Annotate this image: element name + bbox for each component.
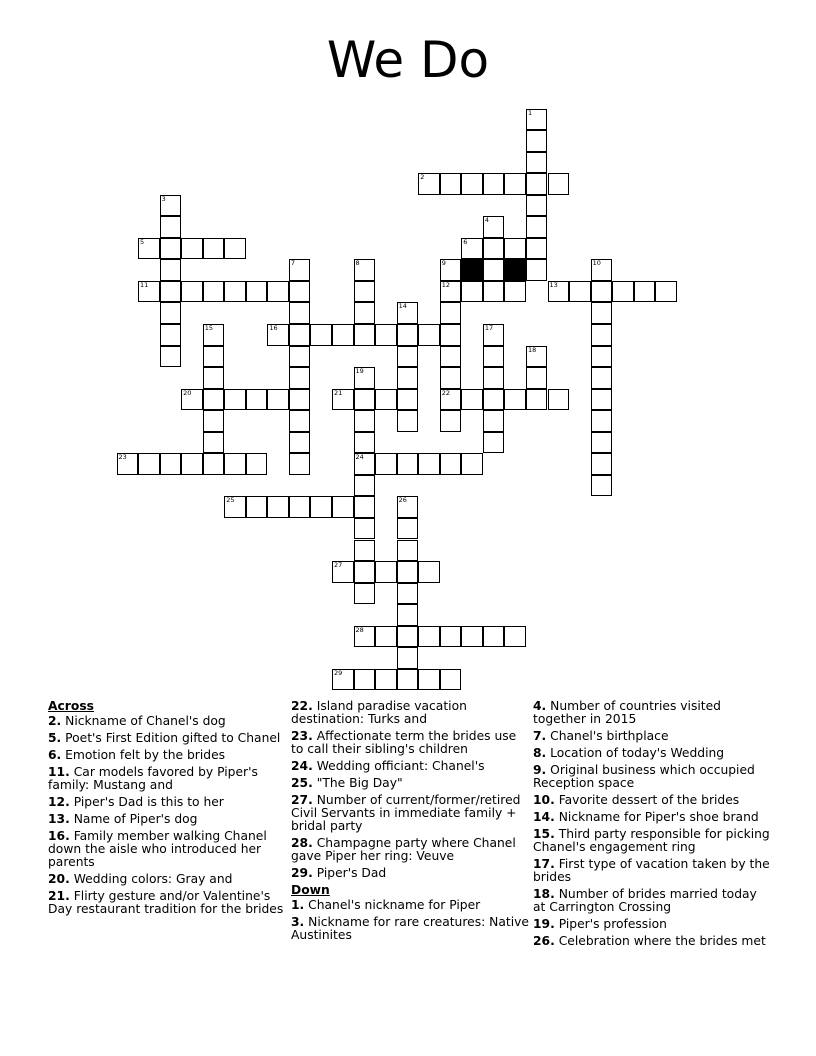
grid-cell[interactable] [289,346,311,368]
cell-number: 5 [140,237,145,246]
grid-cell[interactable] [397,583,419,605]
grid-cell[interactable] [289,496,311,518]
clue-number: 23. [291,729,313,743]
grid-cell[interactable] [483,259,505,281]
cell-number: 12 [441,280,451,289]
down-clue [533,747,773,760]
grid-cell[interactable] [160,259,182,281]
clue-number: 29. [291,866,313,880]
grid-cell[interactable] [526,259,548,281]
cell-number: 22 [441,388,451,397]
grid-cell[interactable] [591,324,613,346]
across-clue [48,813,288,826]
grid-cell[interactable] [289,453,311,475]
grid-cell[interactable] [397,540,419,562]
across-clue [48,766,288,792]
grid-cell[interactable] [181,389,203,411]
down-heading: Down [291,883,330,897]
grid-cell[interactable] [354,540,376,562]
grid-cell[interactable] [548,389,570,411]
grid-cell[interactable] [397,496,419,518]
clue-number: 13. [48,812,70,826]
cell-number: 24 [355,453,364,462]
clue-text: Favorite dessert of the brides [554,793,740,807]
cell-number: 18 [527,345,537,354]
across-clue [48,830,288,869]
grid-cell[interactable] [461,453,483,475]
cell-number: 20 [183,388,192,397]
grid-cell[interactable] [526,238,548,260]
clue-number: 3. [291,915,305,929]
clue-text: Emotion felt by the brides [61,748,226,762]
cell-number: 28 [355,625,364,634]
clue-text: Piper's Dad is this to her [69,795,224,809]
grid-cell[interactable] [634,281,656,303]
grid-cell[interactable] [461,281,483,303]
grid-cell[interactable] [483,410,505,432]
grid-cell[interactable] [397,518,419,540]
clue-number: 10. [533,793,555,807]
clue-text: Name of Piper's dog [69,812,198,826]
grid-cell[interactable] [289,302,311,324]
grid-cell[interactable] [440,367,462,389]
cell-number: 15 [204,324,213,332]
clue-number: 8. [533,746,547,760]
grid-cell[interactable] [246,496,268,518]
cell-number: 21 [334,388,343,397]
grid-cell[interactable] [397,389,419,411]
grid-cell[interactable] [267,324,289,346]
grid-cell[interactable] [246,389,268,411]
clue-text: Number of brides married today at Carrington Crossing [533,887,757,914]
cell-number: 13 [549,280,558,289]
grid-cell[interactable] [138,453,160,475]
grid-cell[interactable] [440,173,462,195]
clue-number: 18. [533,887,555,901]
clue-text: Flirty gesture and/or Valentine's Day restaurant tradition for the brides [48,889,284,916]
grid-cell[interactable] [354,561,376,583]
down-clue [291,916,531,942]
grid-cell[interactable] [483,324,505,346]
grid-cell[interactable] [160,453,182,475]
grid-cell[interactable] [332,324,354,346]
grid-cell[interactable] [591,259,613,281]
across-clue [48,749,288,762]
clue-number: 22. [291,699,313,713]
clue-number: 4. [533,699,547,713]
grid-cell[interactable] [354,583,376,605]
clue-number: 19. [533,917,555,931]
grid-cell[interactable] [440,669,462,691]
grid-cell[interactable] [591,432,613,454]
clues-column-3 [533,700,773,952]
grid-cell[interactable] [483,216,505,238]
grid-cell[interactable] [203,410,225,432]
cell-number: 3 [161,194,166,203]
across-clue [48,890,288,916]
clue-text: Piper's Dad [312,866,387,880]
grid-cell[interactable] [483,389,505,411]
grid-cell[interactable] [354,453,376,475]
across-clue [48,715,288,728]
grid-cell[interactable] [246,281,268,303]
grid-cell[interactable] [483,238,505,260]
grid-cell[interactable] [504,626,526,648]
grid-cell[interactable] [526,346,548,368]
grid-cell[interactable] [397,626,419,648]
grid-cell[interactable] [203,453,225,475]
clue-number: 28. [291,836,313,850]
grid-cell[interactable] [418,324,440,346]
grid-cell[interactable] [354,496,376,518]
across-clue [291,794,531,833]
clue-text: Champagne party where Chanel gave Piper her ring: Veuve [291,836,516,863]
grid-cell[interactable] [267,281,289,303]
clue-number: 21. [48,889,70,903]
grid-cell[interactable] [354,475,376,497]
grid-cell[interactable] [397,346,419,368]
grid-cell[interactable] [354,302,376,324]
grid-cell[interactable] [354,432,376,454]
grid-cell[interactable] [332,669,354,691]
grid-cell[interactable] [440,302,462,324]
cell-number: 4 [484,216,489,225]
grid-cell[interactable] [397,367,419,389]
grid-cell[interactable] [526,367,548,389]
grid-cell[interactable] [591,410,613,432]
clues-column-2 [291,700,531,946]
cell-number: 7 [290,259,296,268]
down-clue [533,918,773,931]
clue-number: 5. [48,731,62,745]
grid-cell[interactable] [160,302,182,324]
grid-cell[interactable] [397,453,419,475]
grid-cell[interactable] [418,173,440,195]
grid-cell[interactable] [483,367,505,389]
cell-number: 27 [334,561,343,570]
grid-cell[interactable] [138,281,160,303]
grid-cell[interactable] [483,346,505,368]
across-clue [48,873,288,886]
clue-number: 17. [533,857,555,871]
clue-text: Wedding officiant: Chanel's [312,759,485,773]
grid-cell[interactable] [375,389,397,411]
clue-number: 14. [533,810,555,824]
black-cell [461,259,483,281]
grid-cell[interactable] [375,626,397,648]
grid-cell[interactable] [375,453,397,475]
page-title: We Do [326,31,490,89]
clue-number: 16. [48,829,70,843]
grid-cell[interactable] [397,647,419,669]
clue-text: Celebration where the brides met [554,934,766,948]
grid-cell[interactable] [548,173,570,195]
grid-cell[interactable] [138,238,160,260]
grid-cell[interactable] [483,432,505,454]
grid-cell[interactable] [160,346,182,368]
grid-cell[interactable] [591,281,613,303]
grid-cell[interactable] [332,561,354,583]
clue-number: 11. [48,765,70,779]
clue-number: 1. [291,898,305,912]
grid-cell[interactable] [461,173,483,195]
grid-cell[interactable] [440,626,462,648]
cell-number: 19 [355,367,364,376]
grid-cell[interactable] [526,216,548,238]
grid-cell[interactable] [203,281,225,303]
grid-cell[interactable] [612,281,634,303]
grid-cell[interactable] [332,389,354,411]
across-clue [291,700,531,726]
grid-cell[interactable] [160,195,182,217]
clue-text: Family member walking Chanel down the aisle who introduced her parents [48,829,267,869]
grid-cell[interactable] [310,324,332,346]
grid-cell[interactable] [397,669,419,691]
grid-cell[interactable] [160,281,182,303]
grid-cell[interactable] [397,604,419,626]
cell-number: 11 [140,280,149,289]
clue-text: First type of vacation taken by the brides [533,857,770,884]
cell-number: 8 [355,259,360,268]
down-clue [533,811,773,824]
grid-cell[interactable] [160,216,182,238]
grid-cell[interactable] [224,496,246,518]
grid-cell[interactable] [203,324,225,346]
across-clue [291,837,531,863]
grid-cell[interactable] [440,453,462,475]
grid-cell[interactable] [181,453,203,475]
clue-number: 26. [533,934,555,948]
grid-cell[interactable] [224,453,246,475]
clue-number: 6. [48,748,62,762]
grid-cell[interactable] [289,281,311,303]
grid-cell[interactable] [289,259,311,281]
grid-cell[interactable] [354,626,376,648]
grid-cell[interactable] [397,324,419,346]
grid-cell[interactable] [354,410,376,432]
clue-text: Location of today's Wedding [546,746,725,760]
down-clue [533,888,773,914]
across-clue [291,867,531,880]
grid-cell[interactable] [289,367,311,389]
grid-cell[interactable] [354,518,376,540]
clue-number: 15. [533,827,555,841]
clue-number: 2. [48,714,62,728]
grid-cell[interactable] [354,324,376,346]
clue-number: 7. [533,729,547,743]
down-clue [533,700,773,726]
grid-cell[interactable] [655,281,677,303]
clue-number: 12. [48,795,70,809]
down-clue [533,764,773,790]
cell-number: 2 [420,173,425,182]
grid-cell[interactable] [354,259,376,281]
grid-cell[interactable] [569,281,591,303]
grid-cell[interactable] [504,173,526,195]
grid-cell[interactable] [591,367,613,389]
across-clue [48,732,288,745]
grid-cell[interactable] [354,367,376,389]
clue-text: Nickname of Chanel's dog [61,714,226,728]
grid-cell[interactable] [591,302,613,324]
grid-cell[interactable] [591,389,613,411]
grid-cell[interactable] [461,238,483,260]
grid-cell[interactable] [504,389,526,411]
clues-column-1 [48,700,288,920]
grid-cell[interactable] [397,302,419,324]
clue-number: 20. [48,872,70,886]
clue-number: 24. [291,759,313,773]
grid-cell[interactable] [591,475,613,497]
grid-cell[interactable] [591,453,613,475]
grid-cell[interactable] [246,453,268,475]
clue-text: Car models favored by Piper's family: Mustang and [48,765,258,792]
grid-cell[interactable] [289,324,311,346]
grid-cell[interactable] [375,561,397,583]
cell-number: 9 [441,259,446,268]
grid-cell[interactable] [224,281,246,303]
grid-cell[interactable] [526,109,548,131]
down-clue [533,730,773,743]
clue-number: 9. [533,763,547,777]
clue-text: Original business which occupied Reception space [533,763,755,790]
grid-cell[interactable] [526,173,548,195]
grid-cell[interactable] [203,346,225,368]
clue-text: Piper's profession [554,917,667,931]
clue-text: Affectionate term the brides use to call their sibling's children [291,729,517,756]
clue-text: Nickname for rare creatures: Native Austinites [291,915,529,942]
grid-cell[interactable] [397,561,419,583]
black-cell [504,259,526,281]
cell-number: 16 [269,324,278,332]
grid-cell[interactable] [526,389,548,411]
grid-cell[interactable] [526,152,548,174]
grid-cell[interactable] [310,496,332,518]
grid-cell[interactable] [289,432,311,454]
cell-number: 26 [398,496,407,505]
across-clue [291,730,531,756]
down-clue [533,858,773,884]
grid-cell[interactable] [203,389,225,411]
clue-text: Wedding colors: Gray and [69,872,233,886]
clue-text: "The Big Day" [312,776,403,790]
clue-number: 27. [291,793,313,807]
grid-cell[interactable] [224,238,246,260]
grid-cell[interactable] [354,389,376,411]
grid-cell[interactable] [548,281,570,303]
cell-number: 25 [226,496,235,505]
grid-cell[interactable] [440,346,462,368]
down-clue [291,899,531,912]
grid-cell[interactable] [418,453,440,475]
grid-cell[interactable] [289,389,311,411]
across-clue [291,777,531,790]
grid-cell[interactable] [267,389,289,411]
cell-number: 29 [334,668,343,677]
grid-cell[interactable] [224,389,246,411]
grid-cell[interactable] [440,410,462,432]
grid-cell[interactable] [203,238,225,260]
grid-cell[interactable] [591,346,613,368]
clue-text: Number of current/former/retired Civil Servants in immediate family + bridal party [291,793,521,833]
grid-cell[interactable] [267,496,289,518]
grid-cell[interactable] [440,281,462,303]
grid-cell[interactable] [117,453,139,475]
grid-cell[interactable] [461,389,483,411]
grid-cell[interactable] [160,324,182,346]
grid-cell[interactable] [483,173,505,195]
grid-cell[interactable] [526,195,548,217]
grid-cell[interactable] [354,281,376,303]
grid-cell[interactable] [375,324,397,346]
grid-cell[interactable] [332,496,354,518]
grid-cell[interactable] [397,410,419,432]
grid-cell[interactable] [440,324,462,346]
clue-text: Number of countries visited together in 2015 [533,699,721,726]
grid-cell[interactable] [418,561,440,583]
down-clue [533,794,773,807]
grid-cell[interactable] [504,281,526,303]
grid-cell[interactable] [203,432,225,454]
down-clue [533,828,773,854]
clue-text: Chanel's birthplace [546,729,669,743]
clue-text: Poet's First Edition gifted to Chanel [61,731,281,745]
clue-text: Nickname for Piper's shoe brand [554,810,759,824]
cell-number: 10 [592,259,601,268]
grid-cell[interactable] [160,238,182,260]
cell-number: 23 [118,453,127,462]
across-clue [291,760,531,773]
clue-text: Island paradise vacation destination: Turks and [291,699,467,726]
across-heading: Across [48,699,94,713]
grid-cell[interactable] [181,281,203,303]
grid-cell[interactable] [526,130,548,152]
clue-text: Third party responsible for picking Chanel's engagement ring [533,827,770,854]
grid-cell[interactable] [203,367,225,389]
cell-number: 14 [398,302,407,311]
grid-cell[interactable] [181,238,203,260]
across-clue [48,796,288,809]
grid-cell[interactable] [354,669,376,691]
grid-cell[interactable] [483,626,505,648]
cell-number: 6 [463,237,468,246]
grid-cell[interactable] [289,410,311,432]
grid-cell[interactable] [440,389,462,411]
clue-text: Chanel's nickname for Piper [304,898,481,912]
grid-cell[interactable] [504,238,526,260]
grid-cell[interactable] [440,259,462,281]
grid-cell[interactable] [483,281,505,303]
grid-cell[interactable] [375,669,397,691]
cell-number: 1 [527,108,533,117]
cell-number: 17 [484,324,494,332]
grid-cell[interactable] [461,626,483,648]
down-clue [533,935,773,948]
grid-cell[interactable] [418,626,440,648]
grid-cell[interactable] [418,669,440,691]
clue-number: 25. [291,776,313,790]
